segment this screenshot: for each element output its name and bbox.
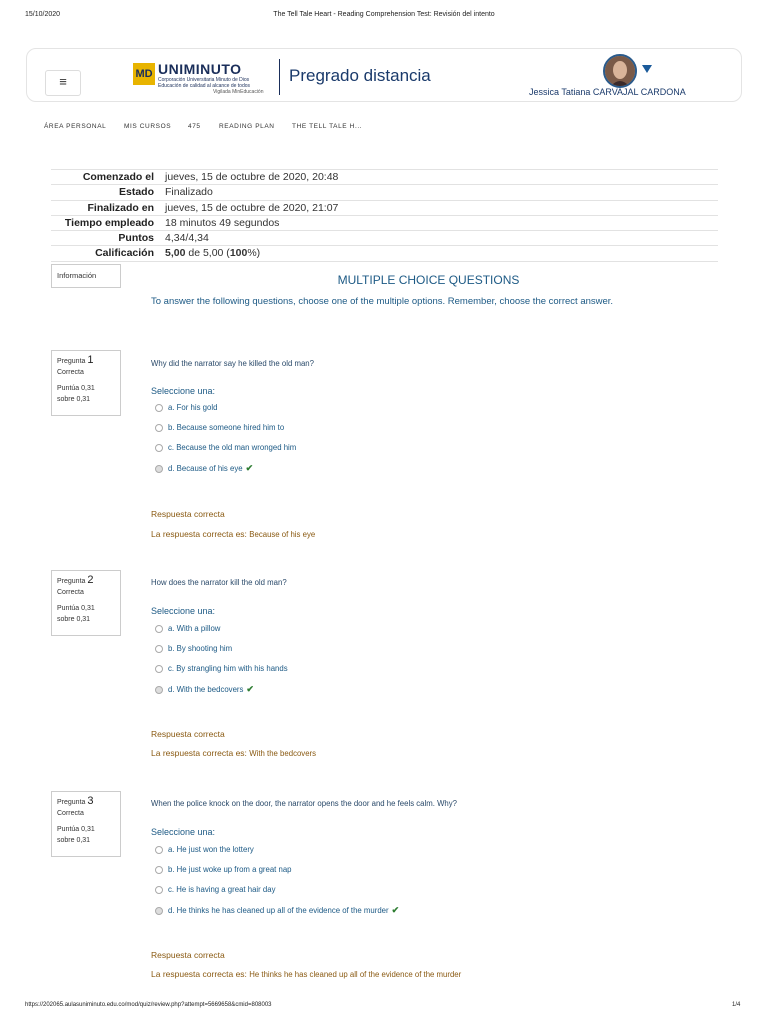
radio-button[interactable]: [155, 645, 163, 653]
question-status: Correcta: [57, 589, 84, 596]
print-title: The Tell Tale Heart - Reading Comprehension Test: Revisión del intento: [273, 11, 495, 18]
summary-row: [51, 215, 718, 230]
question-score-max: sobre 0,31: [57, 837, 91, 844]
question-status: Correcta: [57, 810, 84, 817]
option-label: c. He is having a great hair day: [168, 885, 276, 894]
radio-button-checked[interactable]: [155, 907, 163, 915]
summary-label: Comenzado el: [82, 171, 154, 183]
right-answer-value: With the bedcovers: [249, 749, 317, 758]
answer-option-selected[interactable]: [155, 683, 254, 695]
question-info-box: [51, 350, 121, 416]
question-status: Correcta: [57, 369, 84, 376]
summary-label: Calificación: [95, 247, 154, 260]
answer-option[interactable]: [155, 844, 254, 856]
question-number: 3: [87, 795, 94, 807]
summary-label: Tiempo empleado: [64, 216, 154, 229]
info-box: Información: [51, 264, 121, 288]
summary-label: Puntos: [118, 232, 154, 245]
user-menu-chevron-down-icon[interactable]: [642, 65, 652, 73]
right-answer-prefix: La respuesta correcta es:: [151, 529, 247, 539]
avatar-image: [605, 56, 635, 86]
question-text: When the police knock on the door, the narrator opens the door and he feels calm. Why?: [151, 799, 457, 808]
section-instructions: To answer the following questions, choose one of the multiple options. Remember, choose the correct answer.: [151, 296, 614, 307]
question-label: Pregunta: [57, 358, 86, 365]
breadcrumb-item-475[interactable]: 475: [188, 123, 201, 130]
select-label: Seleccione una:: [151, 606, 216, 616]
summary-label: Estado: [118, 186, 154, 199]
menu-icon[interactable]: ≡: [45, 70, 81, 96]
option-label: c. Because the old man wronged him: [168, 443, 297, 452]
radio-button[interactable]: [155, 665, 163, 673]
summary-value: jueves, 15 de octubre de 2020, 21:07: [165, 201, 339, 214]
right-answer: [151, 748, 316, 758]
option-label: b. Because someone hired him to: [168, 423, 285, 432]
summary-row: [51, 184, 718, 199]
uniminuto-logo[interactable]: [133, 61, 281, 95]
logo-line1: Corporación Universitaria Minuto de Dios: [158, 77, 250, 83]
select-label: Seleccione una:: [151, 386, 216, 396]
question-score-max: sobre 0,31: [57, 616, 91, 623]
question-info-box: [51, 791, 121, 857]
print-date: 15/10/2020: [25, 11, 61, 18]
print-page-number: 1/4: [732, 1002, 741, 1008]
correct-check-icon: ✔: [246, 684, 254, 694]
option-label: a. He just won the lottery: [168, 845, 254, 854]
answer-option[interactable]: [155, 864, 292, 876]
summary-value: 4,34/4,34: [165, 232, 209, 245]
grade-bold: 5,00: [165, 247, 186, 260]
radio-button[interactable]: [155, 886, 163, 894]
correct-check-icon: ✔: [245, 463, 254, 473]
question-text: Why did the narrator say he killed the old man?: [151, 359, 314, 368]
question-score: Puntúa 0,31: [57, 826, 95, 833]
attempt-summary-table: [51, 169, 718, 262]
question-number: 2: [87, 574, 94, 586]
logo-divider: [279, 59, 280, 95]
question-text: How does the narrator kill the old man?: [151, 578, 287, 587]
answer-option-selected[interactable]: [155, 904, 399, 916]
radio-button-checked[interactable]: [155, 686, 163, 694]
feedback-text: Respuesta correcta: [151, 729, 225, 739]
option-label: b. By shooting him: [168, 644, 233, 653]
option-label: c. By strangling him with his hands: [168, 664, 288, 673]
answer-option[interactable]: [155, 402, 217, 414]
option-label: d. With the bedcovers: [168, 685, 244, 694]
answer-option[interactable]: [155, 884, 275, 896]
logo-wordmark: UNIMINUTO: [158, 61, 242, 77]
logo-mark: MD: [133, 63, 155, 85]
summary-value: jueves, 15 de octubre de 2020, 20:48: [165, 171, 339, 183]
grade-rest: de 5,00 (: [185, 247, 230, 260]
radio-button-checked[interactable]: [155, 465, 163, 473]
right-answer-value: Because of his eye: [249, 530, 316, 539]
summary-value: Finalizado: [165, 186, 213, 199]
answer-option[interactable]: [155, 442, 296, 454]
navbar: [26, 48, 742, 102]
feedback-text: Respuesta correcta: [151, 509, 225, 519]
option-label: d. He thinks he has cleaned up all of the evidence of the murder: [168, 906, 389, 915]
answer-option[interactable]: [155, 643, 232, 655]
site-title[interactable]: Pregrado distancia: [289, 66, 431, 85]
answer-option[interactable]: [155, 422, 284, 434]
option-label: d. Because of his eye: [168, 464, 243, 473]
right-answer-prefix: La respuesta correcta es:: [151, 969, 247, 979]
select-label: Seleccione una:: [151, 827, 216, 837]
section-heading: MULTIPLE CHOICE QUESTIONS: [337, 273, 520, 287]
summary-value: 18 minutos 49 segundos: [165, 216, 280, 229]
summary-row: [51, 245, 718, 261]
feedback-text: Respuesta correcta: [151, 950, 225, 960]
answer-option[interactable]: [155, 663, 288, 675]
question-number: 1: [87, 354, 94, 366]
right-answer: [151, 969, 461, 979]
question-score-max: sobre 0,31: [57, 396, 91, 403]
radio-button[interactable]: [155, 444, 163, 452]
summary-row: [51, 230, 718, 245]
grade-value: [165, 246, 260, 260]
radio-button[interactable]: [155, 404, 163, 412]
summary-label: Finalizado en: [87, 201, 154, 214]
grade-percent: 100: [229, 247, 248, 260]
print-url: https://202065.aulasuniminuto.edu.co/mod/quiz/review.php?attempt=5669658&cmid=808003: [25, 1002, 272, 1008]
breadcrumb-item-quiz[interactable]: THE TELL TALE H...: [292, 123, 363, 130]
answer-option[interactable]: [155, 623, 220, 635]
user-name: Jessica Tatiana CARVAJAL CARDONA: [529, 87, 686, 97]
grade-end: %): [247, 247, 261, 260]
right-answer: [151, 529, 315, 539]
radio-button[interactable]: [155, 625, 163, 633]
right-answer-prefix: La respuesta correcta es:: [151, 748, 247, 758]
breadcrumb-item-mis-cursos[interactable]: MIS CURSOS: [124, 123, 172, 130]
answer-option-selected[interactable]: [155, 462, 253, 474]
breadcrumb-item-area-personal[interactable]: ÁREA PERSONAL: [44, 123, 107, 130]
question-score: Puntúa 0,31: [57, 385, 95, 392]
summary-row: [51, 169, 718, 184]
question-label: Pregunta: [57, 799, 86, 806]
logo-line2: Educación de calidad al alcance de todos: [158, 83, 251, 89]
question-info-box: [51, 570, 121, 636]
logo-line3: Vigilada MinEducación: [213, 89, 264, 95]
option-label: a. For his gold: [168, 403, 218, 412]
radio-button[interactable]: [155, 866, 163, 874]
option-label: a. With a pillow: [168, 624, 221, 633]
radio-button[interactable]: [155, 846, 163, 854]
correct-check-icon: ✔: [391, 905, 400, 915]
question-score: Puntúa 0,31: [57, 605, 95, 612]
breadcrumb-item-reading-plan[interactable]: READING PLAN: [219, 123, 275, 130]
option-label: b. He just woke up from a great nap: [168, 865, 292, 874]
radio-button[interactable]: [155, 424, 163, 432]
question-label: Pregunta: [57, 578, 86, 585]
right-answer-value: He thinks he has cleaned up all of the evidence of the murder: [249, 970, 462, 979]
summary-row: [51, 200, 718, 215]
avatar[interactable]: [603, 54, 637, 88]
